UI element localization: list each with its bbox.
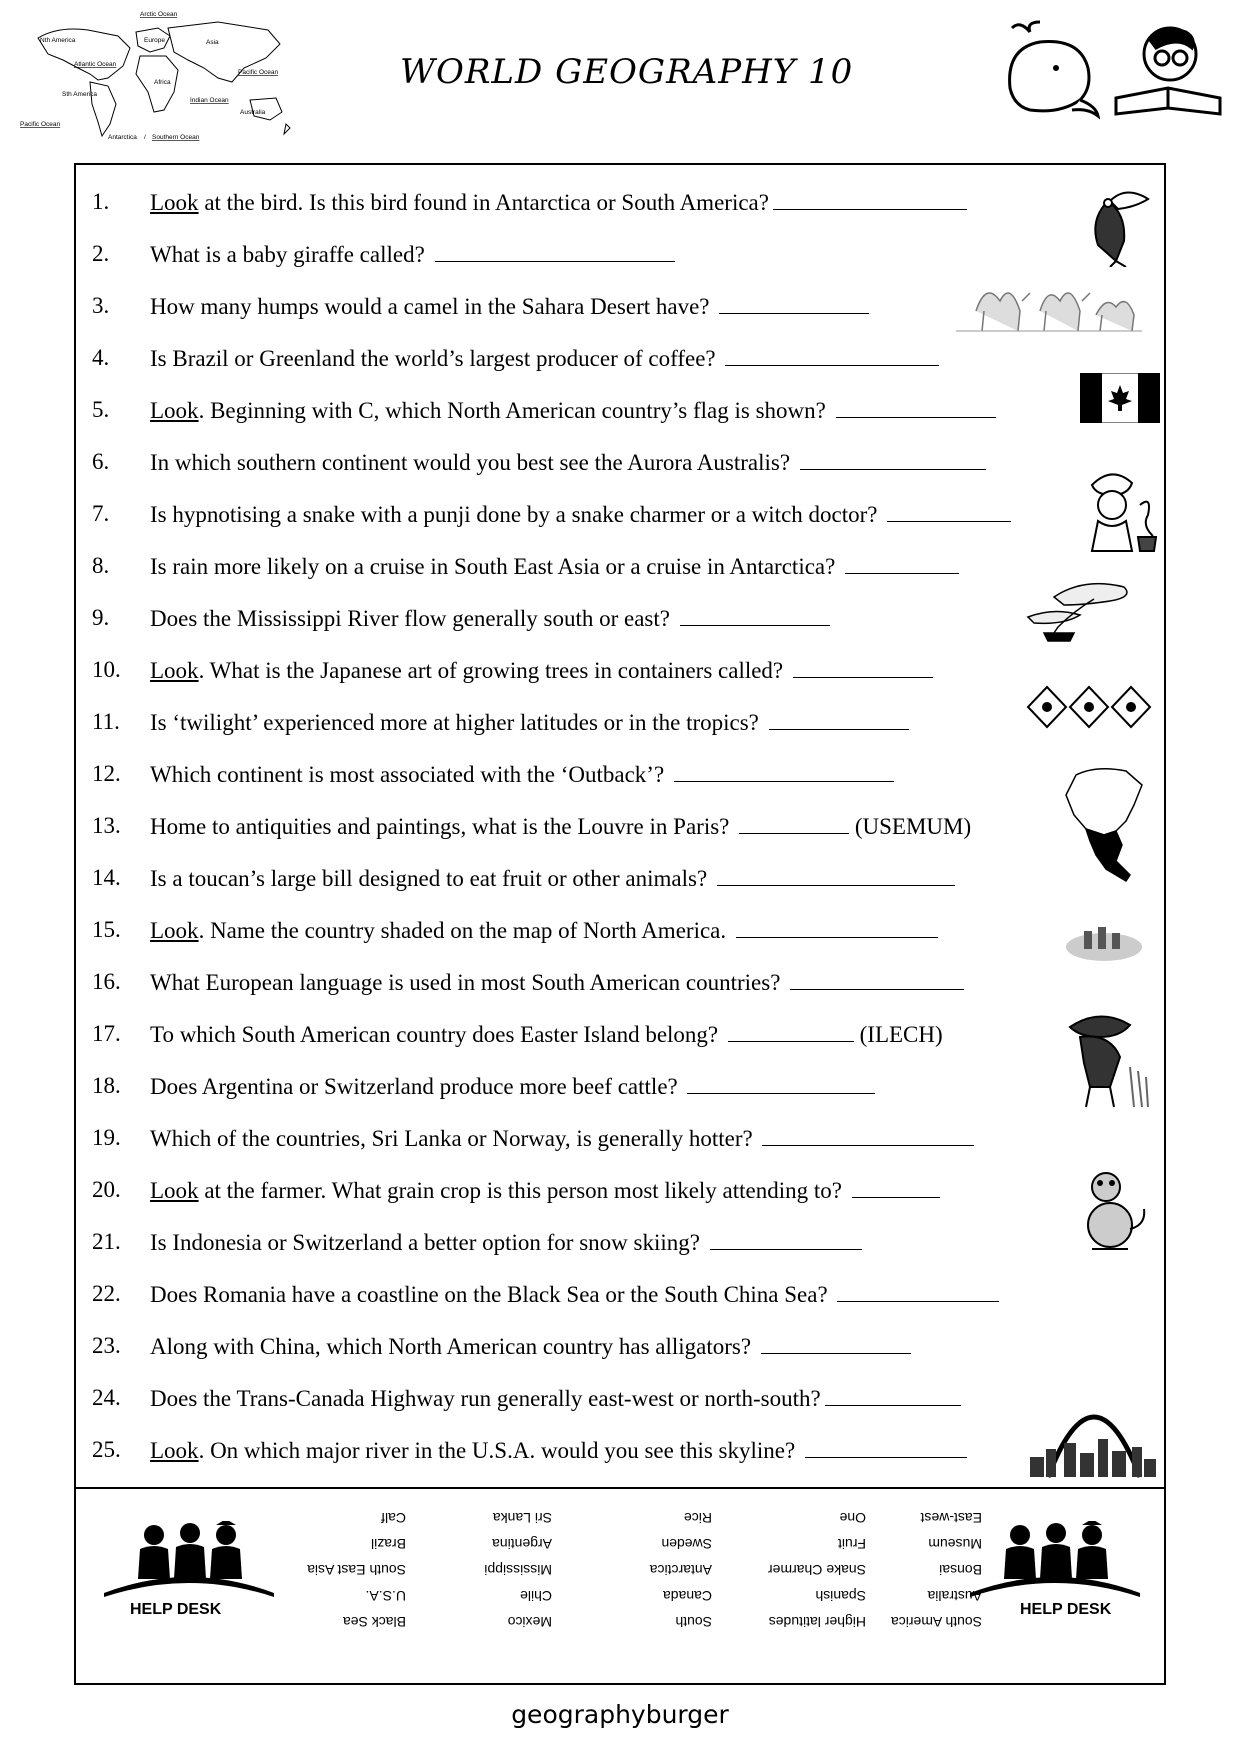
answer-word: Snake Charmer [767, 1562, 866, 1578]
bonsai-tree-image [1014, 577, 1144, 645]
answer-blank[interactable] [837, 1281, 999, 1302]
answer-blank[interactable] [687, 1073, 875, 1094]
answer-word: Black Sea [342, 1614, 406, 1630]
north-america-map-image [1056, 765, 1152, 885]
reading-child-image [1112, 18, 1224, 120]
whale-image [1000, 18, 1100, 120]
question-text: Is Indonesia or Switzerland a better option for snow skiing? [150, 1230, 706, 1255]
question-25 [76, 1431, 1164, 1471]
answer-blank[interactable] [736, 917, 938, 938]
question-number: 7. [92, 501, 110, 526]
question-number: 22. [92, 1281, 121, 1306]
answer-blank[interactable] [805, 1437, 967, 1458]
question-number: 14. [92, 865, 121, 890]
question-text: Which continent is most associated with the ‘Outback’? [150, 762, 670, 787]
question-text: Home to antiquities and paintings, what is the Louvre in Paris? [150, 814, 736, 839]
answer-word: Rice [683, 1510, 712, 1526]
map-label-arctic: Arctic Ocean [140, 11, 178, 18]
question-number: 3. [92, 293, 110, 318]
question-text: . Name the country shaded on the map of North America. [198, 918, 732, 943]
question-text: at the bird. Is this bird found in Antarctica or South America? [198, 190, 769, 215]
question-text: Is a toucan’s large bill designed to eat fruit or other animals? [150, 866, 713, 891]
question-number: 18. [92, 1073, 121, 1098]
answer-blank[interactable] [710, 1229, 862, 1250]
question-20 [76, 1171, 1164, 1211]
map-label-antarctica: Antarctica [108, 134, 137, 141]
answer-blank[interactable] [790, 969, 964, 990]
question-text: Does the Trans-Canada Highway run generally east-west or north-south? [150, 1386, 821, 1411]
question-number: 12. [92, 761, 121, 786]
question-13 [76, 807, 1164, 847]
question-number: 2. [92, 241, 110, 266]
look-label: Look [150, 658, 199, 683]
question-2 [76, 235, 1164, 275]
map-label-pacific-left: Pacific Ocean [20, 121, 61, 128]
look-label: Look [150, 398, 199, 423]
answer-word: Calf [381, 1510, 406, 1526]
question-5 [76, 391, 1164, 431]
question-number: 25. [92, 1437, 121, 1462]
question-number: 19. [92, 1125, 121, 1150]
help-desk-left-image [104, 1521, 274, 1601]
question-4 [76, 339, 1164, 379]
answer-blank[interactable] [836, 397, 996, 418]
answer-blank[interactable] [761, 1333, 911, 1354]
question-8 [76, 547, 1164, 587]
question-number: 17. [92, 1021, 121, 1046]
alligator-image [1074, 1169, 1150, 1255]
question-number: 15. [92, 917, 121, 942]
answer-blank[interactable] [762, 1125, 974, 1146]
question-12 [76, 755, 1164, 795]
answer-word: Museum [928, 1536, 982, 1552]
answer-word: Antarctica [649, 1562, 712, 1578]
answer-word: Bonsai [939, 1562, 982, 1578]
answer-blank[interactable] [728, 1021, 854, 1042]
farmer-image [1050, 1007, 1154, 1111]
map-label-south-america: Sth America [62, 91, 98, 98]
question-9 [76, 599, 1164, 639]
canada-flag-image [1080, 373, 1160, 423]
question-text: What is a baby giraffe called? [150, 242, 431, 267]
question-6 [76, 443, 1164, 483]
question-number: 24. [92, 1385, 121, 1410]
question-number: 20. [92, 1177, 121, 1202]
question-text: Does Romania have a coastline on the Black Sea or the South China Sea? [150, 1282, 834, 1307]
map-label-southern: Southern Ocean [152, 134, 200, 141]
answer-column-1 [276, 1505, 406, 1635]
answer-word: South America [890, 1614, 982, 1630]
answer-blank[interactable] [719, 293, 869, 314]
answer-blank[interactable] [717, 865, 955, 886]
question-number: 4. [92, 345, 110, 370]
question-number: 8. [92, 553, 110, 578]
question-11 [76, 703, 1164, 743]
map-label-asia: Asia [206, 39, 219, 46]
answer-word: One [839, 1510, 866, 1526]
question-text: at the farmer. What grain crop is this person most likely attending to? [198, 1178, 848, 1203]
question-16 [76, 963, 1164, 1003]
question-text: Is hypnotising a snake with a punji done by a snake charmer or a witch doctor? [150, 502, 884, 527]
look-label: Look [150, 1438, 199, 1463]
question-15 [76, 911, 1164, 951]
answer-blank[interactable] [769, 709, 909, 730]
answer-word: East-west [920, 1510, 982, 1526]
question-text: Is ‘twilight’ experienced more at higher latitudes or in the tropics? [150, 710, 765, 735]
question-14 [76, 859, 1164, 899]
question-text: Is Brazil or Greenland the world’s largest producer of coffee? [150, 346, 722, 371]
help-desk-right-label: HELP DESK [1020, 1601, 1112, 1618]
question-10 [76, 651, 1164, 691]
answer-word: Spanish [815, 1588, 866, 1604]
question-1 [76, 183, 1164, 223]
help-desk-left-label: HELP DESK [130, 1601, 222, 1618]
question-23 [76, 1327, 1164, 1367]
answer-word: Mexico [507, 1614, 552, 1630]
camels-image [956, 271, 1142, 335]
question-number: 13. [92, 813, 121, 838]
map-label-africa: Africa [154, 79, 171, 86]
outback-signs-image [1026, 683, 1152, 731]
answer-blank[interactable] [739, 813, 849, 834]
world-map-image [18, 8, 308, 154]
answer-blank[interactable] [852, 1177, 940, 1198]
question-text: In which southern continent would you best see the Aurora Australis? [150, 450, 796, 475]
question-22 [76, 1275, 1164, 1315]
question-number: 21. [92, 1229, 121, 1254]
question-text: Is rain more likely on a cruise in South East Asia or a cruise in Antarctica? [150, 554, 842, 579]
map-label-indian: Indian Ocean [190, 97, 229, 104]
answer-blank[interactable] [887, 501, 1011, 522]
answer-word: Higher latitudes [768, 1614, 866, 1630]
question-number: 23. [92, 1333, 121, 1358]
answer-column-3 [582, 1505, 712, 1635]
question-text: What European language is used in most South American countries? [150, 970, 787, 995]
look-label: Look [150, 190, 199, 215]
question-text: Does the Mississippi River flow generally south or east? [150, 606, 676, 631]
look-label: Look [150, 1178, 199, 1203]
question-number: 11. [92, 709, 120, 734]
answer-blank[interactable] [825, 1385, 961, 1406]
question-hint: (USEMUM) [849, 814, 972, 839]
section-divider [76, 1487, 1164, 1489]
question-number: 6. [92, 449, 110, 474]
answer-blank[interactable] [725, 345, 939, 366]
answer-word: Australia [927, 1588, 982, 1604]
question-24 [76, 1379, 1164, 1419]
answer-blank[interactable] [435, 241, 675, 262]
answer-word: Fruit [838, 1536, 866, 1552]
answer-word: Canada [662, 1588, 712, 1604]
answer-column-2 [422, 1505, 552, 1635]
answer-blank[interactable] [674, 761, 894, 782]
map-label-pacific-right: Pacific Ocean [238, 69, 279, 76]
question-number: 10. [92, 657, 121, 682]
page-title: WORLD GEOGRAPHY 10 [400, 52, 854, 92]
answer-word: Brazil [370, 1536, 406, 1552]
map-label-atlantic: Atlantic Ocean [74, 61, 117, 68]
answer-column-5 [852, 1505, 982, 1635]
st-louis-skyline-image [1028, 1387, 1158, 1481]
answer-word: Mississippi [484, 1562, 552, 1578]
answer-blank[interactable] [845, 553, 959, 574]
question-text: How many humps would a camel in the Sahara Desert have? [150, 294, 716, 319]
snake-charmer-image [1082, 465, 1162, 557]
map-label-slash: / [144, 134, 146, 141]
answer-word: U.S.A. [365, 1588, 406, 1604]
question-number: 16. [92, 969, 121, 994]
question-number: 5. [92, 397, 110, 422]
question-number: 1. [92, 189, 110, 214]
question-hint: (ILECH) [853, 1022, 943, 1047]
help-desk-right-image [970, 1521, 1140, 1601]
answer-word: South East Asia [307, 1562, 406, 1578]
answer-word: Sweden [661, 1536, 712, 1552]
question-21 [76, 1223, 1164, 1263]
answer-word: Argentina [492, 1536, 552, 1552]
question-17 [76, 1015, 1164, 1055]
question-19 [76, 1119, 1164, 1159]
answer-blank[interactable] [773, 189, 967, 210]
toucan-image [1076, 181, 1156, 267]
answer-word: Chile [520, 1588, 552, 1604]
map-label-europe: Europe [144, 37, 165, 44]
question-text: To which South American country does Easter Island belong? [150, 1022, 724, 1047]
easter-island-image [1064, 917, 1144, 967]
answer-word: South [675, 1614, 712, 1630]
footer-brand: geographyburger [511, 1700, 729, 1729]
question-18 [76, 1067, 1164, 1107]
quiz-box [74, 163, 1166, 1685]
question-text: Which of the countries, Sri Lanka or Norway, is generally hotter? [150, 1126, 759, 1151]
answer-column-4 [736, 1505, 866, 1635]
answer-blank[interactable] [800, 449, 986, 470]
answer-blank[interactable] [793, 657, 933, 678]
question-7 [76, 495, 1164, 535]
question-text: . On which major river in the U.S.A. would you see this skyline? [198, 1438, 801, 1463]
question-list [76, 165, 1164, 1487]
answer-blank[interactable] [680, 605, 830, 626]
question-text: Along with China, which North American country has alligators? [150, 1334, 757, 1359]
look-label: Look [150, 918, 199, 943]
question-text: . Beginning with C, which North American country’s flag is shown? [198, 398, 832, 423]
answer-word: Sri Lanka [492, 1510, 552, 1526]
question-number: 9. [92, 605, 110, 630]
map-label-australia: Australia [240, 109, 266, 116]
question-text: Does Argentina or Switzerland produce more beef cattle? [150, 1074, 684, 1099]
map-label-north-america: Nth America [40, 37, 76, 44]
question-text: . What is the Japanese art of growing trees in containers called? [198, 658, 789, 683]
